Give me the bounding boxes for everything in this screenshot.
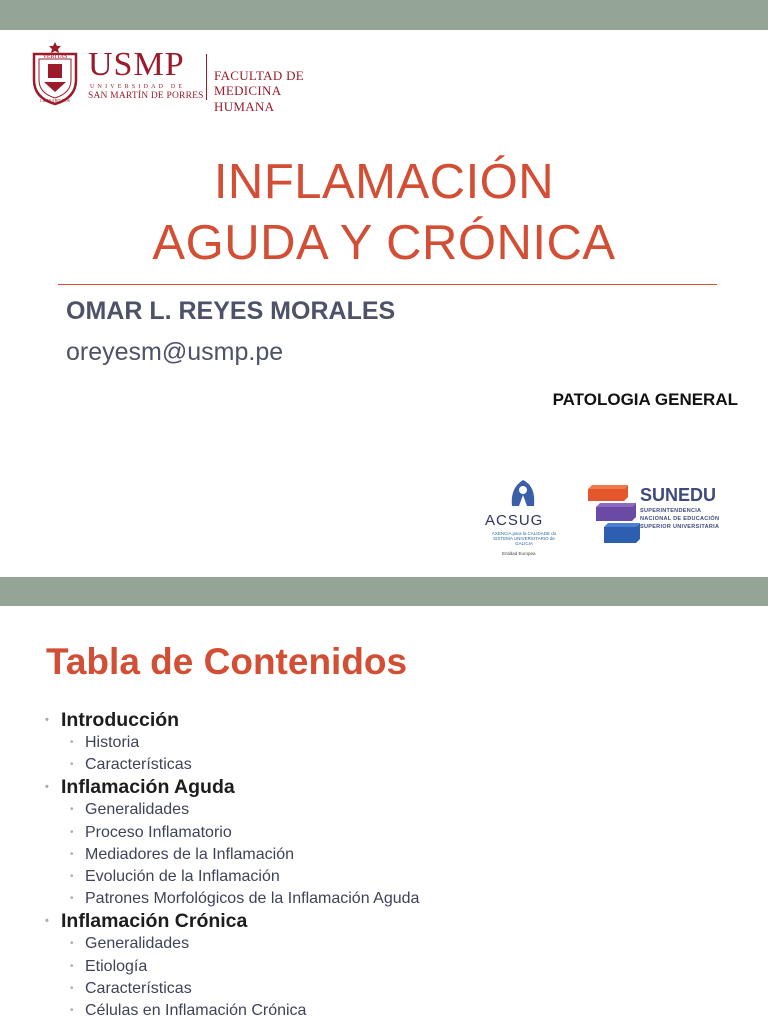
bullet-icon: • <box>45 781 49 794</box>
bullet-icon: • <box>70 982 74 994</box>
section-label: Inflamación Aguda <box>61 776 235 799</box>
slide-top-bar <box>0 0 768 30</box>
acsug-logo <box>478 478 568 562</box>
sunedu-name: SUNEDU <box>640 485 717 505</box>
faculty-line2: MEDICINA HUMANA <box>214 83 281 114</box>
sunedu-blocks-icon <box>584 483 640 549</box>
item-label: Patrones Morfológicos de la Inflamación Aguda <box>85 890 420 908</box>
contents-list <box>42 709 742 1022</box>
acsug-figure-icon <box>478 478 568 514</box>
item-label: Características <box>85 756 192 774</box>
item-label: Evolución de la Inflamación <box>85 867 280 885</box>
author-name: OMAR L. REYES MORALES <box>66 297 396 325</box>
course-name: PATOLOGIA GENERAL <box>552 390 738 409</box>
list-item <box>42 888 742 910</box>
title-line2: AGUDA Y CRÓNICA <box>152 216 616 270</box>
bullet-icon: • <box>70 870 74 882</box>
section-inflamacion-aguda <box>42 776 742 799</box>
university-line2: SAN MARTÍN DE PORRES <box>88 91 204 101</box>
list-item <box>42 866 742 888</box>
bullet-icon: • <box>70 759 74 771</box>
item-label: Generalidades <box>85 801 190 819</box>
author-email[interactable]: oreyesm@usmp.pe <box>66 338 284 366</box>
acsug-subtitle: AXENCIA para la CALIDADE do SISTEMA UNIVERSITARIO de GALICIA <box>491 531 557 546</box>
acsug-entity: Entidad Europea <box>502 551 536 556</box>
usmp-logo <box>30 40 340 114</box>
list-item <box>42 956 742 978</box>
sunedu-line2: NACIONAL DE EDUCACIÓN <box>640 516 720 522</box>
list-item <box>42 822 742 844</box>
title-line1: INFLAMACIÓN <box>213 155 555 209</box>
item-label: Historia <box>85 734 140 751</box>
list-item <box>42 754 742 776</box>
list-item <box>42 1000 742 1022</box>
crest-motto-text: LIBERABIT VOS <box>40 98 70 103</box>
title-divider <box>58 284 717 285</box>
usmp-wordmark: USMP <box>88 46 185 83</box>
logo-divider <box>206 54 207 100</box>
item-label: Mediadores de la Inflamación <box>85 845 295 863</box>
bullet-icon: • <box>70 737 74 748</box>
section-label: Inflamación Crónica <box>61 910 248 933</box>
bullet-icon: • <box>70 893 74 905</box>
list-item <box>42 732 742 754</box>
sunedu-subtitle <box>640 507 719 531</box>
bullet-icon: • <box>70 804 74 816</box>
sunedu-line1: SUPERINTENDENCIA <box>640 508 702 514</box>
list-item <box>42 799 742 821</box>
section-inflamacion-cronica <box>42 910 742 933</box>
item-label: Células en Inflamación Crónica <box>85 1001 307 1019</box>
contents-slide <box>0 577 768 1024</box>
section-introduccion <box>42 709 742 732</box>
sunedu-line3: SUPERIOR UNIVERSITARIA <box>640 524 720 530</box>
sunedu-logo <box>584 483 734 549</box>
item-label: Generalidades <box>85 935 190 953</box>
bullet-icon: • <box>70 848 74 860</box>
bullet-icon: • <box>45 915 49 928</box>
slide-top-bar <box>0 577 768 606</box>
item-label: Proceso Inflamatorio <box>85 823 232 841</box>
list-item <box>42 844 742 866</box>
acsug-name: ACSUG <box>485 512 544 529</box>
list-item <box>42 978 742 1000</box>
item-label: Etiología <box>85 957 148 975</box>
section-label: Introducción <box>61 709 180 731</box>
item-label: Características <box>85 979 192 997</box>
usmp-crest-icon <box>30 40 80 106</box>
bullet-icon: • <box>45 714 49 726</box>
bullet-icon: • <box>70 938 74 950</box>
bullet-icon: • <box>70 1004 74 1016</box>
contents-title: Tabla de Contenidos <box>46 641 408 682</box>
university-line1: UNIVERSIDAD DE <box>90 84 186 90</box>
crest-banner-text: VERITAS <box>42 54 68 60</box>
bullet-icon: • <box>70 826 74 838</box>
faculty-line1: FACULTAD DE <box>214 68 305 83</box>
bullet-icon: • <box>70 960 74 972</box>
list-item <box>42 933 742 955</box>
